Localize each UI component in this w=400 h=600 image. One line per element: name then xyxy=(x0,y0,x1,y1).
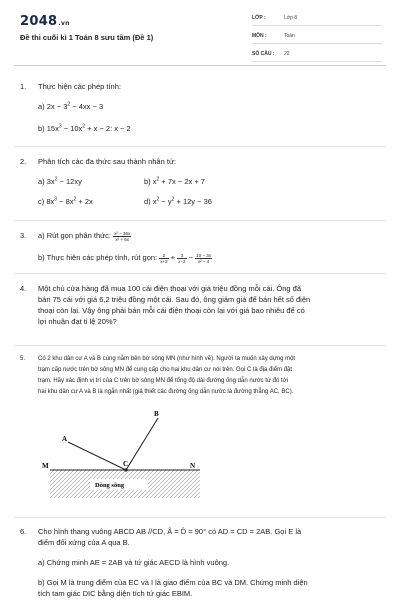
document-title: Đề thi cuối kì 1 Toán 8 sưu tầm (Đề 1) xyxy=(20,33,154,42)
question-6b: b) Gọi M là trung điểm của EC và I là giao điểm của BC và DM. Chứng minh diện xyxy=(38,578,308,587)
question-2d: d) $x^2 - y^2 + 12y - 36$ xyxy=(144,196,212,206)
label-N: N xyxy=(190,462,196,470)
paragraph-line: điểm đối xứng của A qua B. xyxy=(38,538,130,547)
meta-key: LỚP : xyxy=(252,15,266,21)
question-6a: a) Chứng minh AE = 2AB và tứ giác AECD là hình vuông. xyxy=(38,558,230,567)
question-number: 1. xyxy=(20,82,27,91)
question-stem: Thực hiện các phép tính: xyxy=(38,82,121,91)
divider xyxy=(14,345,386,346)
logo-suffix: .vn xyxy=(58,20,70,27)
meta-key: MÔN : xyxy=(252,33,267,39)
paragraph-line: Một chủ cửa hàng đã mua 100 cái điện thoại với giá triệu đồng mỗi cái. Ông đã xyxy=(38,284,302,293)
header-divider xyxy=(14,65,386,66)
meta-value: Lớp 8 xyxy=(284,15,298,21)
paragraph-line: Cho hình thang vuông ABCD AB //CD, Â = D̂ = 90° có AD = CD = 2AB. Gọi E là xyxy=(38,527,302,536)
label-A: A xyxy=(62,435,68,443)
site-logo[interactable] xyxy=(20,14,70,29)
label-river: Dòng sông xyxy=(95,482,125,489)
meta-value: Toán xyxy=(284,33,295,39)
meta-row-subject xyxy=(252,31,382,44)
question-number: 6. xyxy=(20,527,27,536)
fraction: $\frac{2}{x+2}$ xyxy=(160,252,168,264)
fraction: $\frac{\text{x² − 36x}}{\text{x² + 6x}}$ xyxy=(114,230,131,242)
paragraph-line: bán 75 cái với giá 6,2 triệu đồng một cái. Sau đó, ông giảm giá để bán hết số điện xyxy=(38,295,311,304)
document-meta xyxy=(252,13,382,67)
paragraph-line: lợi nhuận đạt tỉ lệ 20%? xyxy=(38,317,117,326)
meta-key: SỐ CÂU : xyxy=(252,51,275,57)
question-number: 5. xyxy=(20,356,26,362)
question-2a: a) $3x^2 - 12xy$ xyxy=(38,176,82,186)
question-stem: Phân tích các đa thức sau thành nhân tử: xyxy=(38,157,177,166)
fraction: $\frac{3}{x-2}$ xyxy=(178,252,186,264)
question-number: 4. xyxy=(20,284,27,293)
paragraph-line: hai khu dân cư A và B là ngắn nhất (giả thiết các đường ống dẫn nước là đường thẳng AC, BC). xyxy=(38,389,294,395)
question-1a: a) $2x - 3^2 - 4xx - 3$ xyxy=(38,101,104,111)
meta-row-class xyxy=(252,13,382,26)
question-number: 2. xyxy=(20,157,27,166)
divider xyxy=(14,517,386,518)
angle-expression: Â = D̂ = 90° xyxy=(167,527,207,536)
label-B: B xyxy=(154,410,159,418)
meta-value: 22 xyxy=(284,51,290,57)
divider xyxy=(14,273,386,274)
logo-text: 2048 xyxy=(20,14,58,29)
question-1b: b) $15x^3 - 10x^2 + x - 2$: x − 2 xyxy=(38,123,131,133)
label-C: C xyxy=(123,460,129,468)
question-3a: a) Rút gọn phân thức: $\frac{\text{x² − 36x}}{\text{x² + 6x}}$ xyxy=(38,230,131,242)
paragraph-line: thoại còn lại. Vậy ông phải bán mỗi cái điện thoại còn lại với giá bao nhiêu để có xyxy=(38,306,305,315)
question-6b-cont: tích tam giác DIC bằng diện tích tứ giác EBIM. xyxy=(38,589,193,598)
segment-CB xyxy=(126,418,158,470)
document-header xyxy=(0,0,400,60)
paragraph-line: trạm. Hãy xác định vị trí của C trên bờ sông MN để tổng độ dài đường ống dẫn nước từ đó tới xyxy=(38,378,288,384)
label-M: M xyxy=(42,462,49,470)
question-2c: c) $8x^3 - 8x^2 + 2x$ xyxy=(38,196,93,206)
question-3b: b) Thực hiện các phép tính, rút gọn: $\frac{2}{x+2}$ + $\frac{3}{x-2}$ − $\frac{10 - 3x}{\text{x² − 4}}$ xyxy=(38,252,212,264)
meta-row-count xyxy=(252,49,382,62)
divider xyxy=(14,146,386,147)
divider xyxy=(14,220,386,221)
question-2b: b) $x^2 + 7x - 2x + 7$ xyxy=(144,176,205,186)
river-figure xyxy=(40,408,210,508)
fraction: $\frac{10 - 3x}{\text{x² − 4}}$ xyxy=(196,252,212,264)
paragraph-line: trạm cấp nước trên bờ sông MN để cung cấp cho hai khu dân cư nói trên. Gọi C là địa điểm đặt xyxy=(38,367,293,373)
segment-AC xyxy=(68,442,129,470)
point-C xyxy=(124,468,127,471)
paragraph-line: Có 2 khu dân cư A và B cùng nằm bên bờ sông MN (như hình vẽ). Người ta muốn xây dựng một xyxy=(38,356,296,362)
question-number: 3. xyxy=(20,231,27,240)
